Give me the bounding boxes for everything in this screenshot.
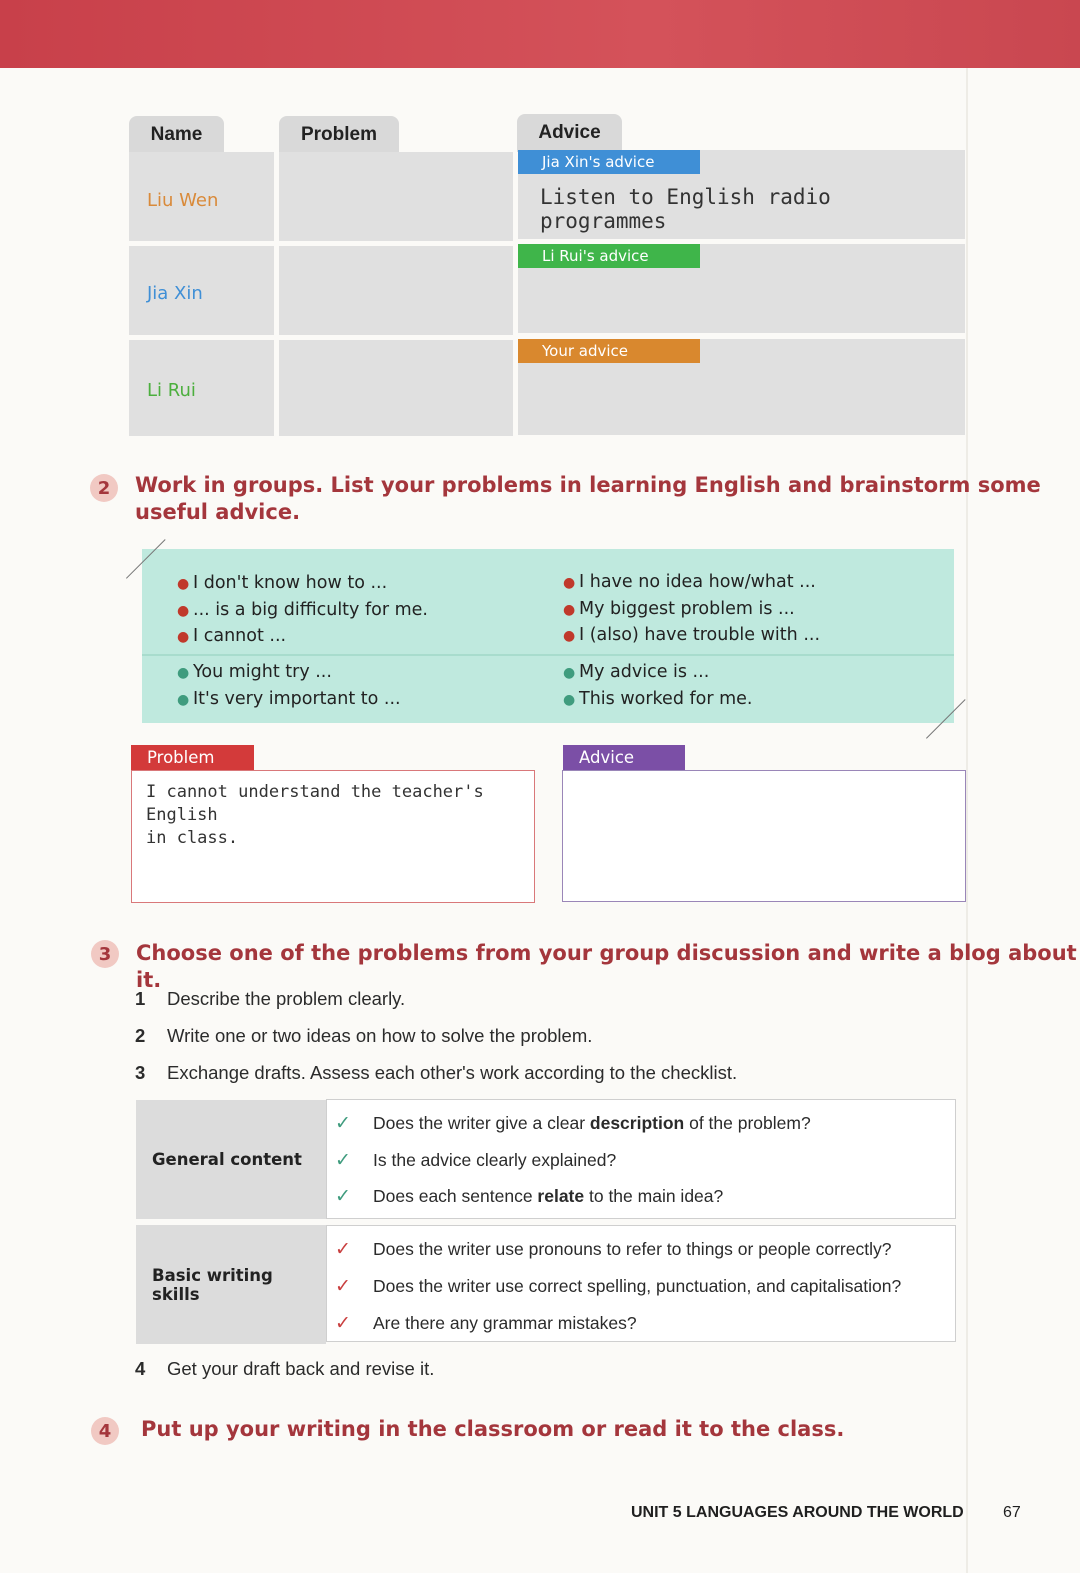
problem-cell-3[interactable]	[279, 340, 513, 436]
problem-phrases-right	[563, 569, 820, 649]
checklist-writing-skills-items	[326, 1225, 956, 1342]
advice-cell-3[interactable]	[518, 339, 965, 435]
activity-2-instruction	[135, 472, 1041, 526]
checklist-item: ✓ Does the writer use pronouns to refer to things or people correctly?	[335, 1239, 892, 1260]
page-number: 67	[1003, 1504, 1021, 1521]
checklist-item: ✓ Does each sentence relate to the main idea?	[335, 1186, 724, 1207]
phrase-item: ● ... is a big difficulty for me.	[177, 599, 428, 620]
checkmark-icon: ✓	[335, 1276, 351, 1297]
activity-number-badge: 2	[90, 474, 118, 502]
name-cell-3	[129, 340, 274, 436]
advice-label-tag: Jia Xin's advice	[518, 150, 700, 174]
advice-cell-2[interactable]	[518, 244, 965, 333]
phrase-item: ● You might try ...	[177, 662, 332, 682]
checkmark-icon: ✓	[335, 1313, 351, 1334]
checkmark-icon: ✓	[335, 1239, 351, 1260]
header-problem-tab: Problem	[279, 116, 399, 154]
instruction-line-1: Work in groups. List your problems in learning English and brainstorm some	[135, 473, 1041, 497]
header-advice-tab: Advice	[517, 114, 622, 152]
instruction-line-2: useful advice.	[135, 500, 301, 524]
phrase-item: ● I have no idea how/what ...	[563, 572, 816, 592]
handwritten-line: in class.	[146, 828, 239, 848]
checkmark-icon: ✓	[335, 1186, 351, 1207]
checklist-general-content-items	[326, 1099, 956, 1219]
checklist-category-general-content: General content	[136, 1100, 326, 1219]
checklist-item: ✓ Does the writer use correct spelling, punctuation, and capitalisation?	[335, 1276, 902, 1297]
advice-phrases-left	[177, 659, 401, 712]
problem-label-tab: Problem	[131, 745, 254, 771]
problem-phrases-left	[177, 570, 428, 650]
problem-cell-1[interactable]	[279, 152, 513, 241]
activity-4-instruction: Put up your writing in the classroom or read it to the class.	[141, 1417, 845, 1441]
advice-phrases-right	[563, 659, 753, 712]
name-cell-1	[129, 152, 274, 241]
activity-number-badge: 3	[91, 940, 119, 968]
problem-write-box[interactable]	[131, 770, 535, 903]
checkmark-icon: ✓	[335, 1150, 351, 1171]
activity-number-badge: 4	[91, 1417, 119, 1445]
header-name-tab: Name	[129, 116, 224, 154]
problem-cell-2[interactable]	[279, 246, 513, 335]
advice-label-tag: Your advice	[518, 339, 700, 363]
step-3: 3 Exchange drafts. Assess each other's work according to the checklist.	[135, 1062, 738, 1083]
checklist-item: ✓ Does the writer give a clear description of the problem?	[335, 1113, 811, 1134]
page-fold-shadow	[966, 68, 968, 1573]
handwritten-advice: Listen to English radio programmes	[540, 185, 831, 233]
phrase-item: ● This worked for me.	[563, 688, 753, 709]
checklist-item: ✓ Are there any grammar mistakes?	[335, 1313, 637, 1334]
checklist-item: ✓ Is the advice clearly explained?	[335, 1150, 617, 1171]
advice-label-tab: Advice	[563, 745, 685, 771]
phrase-item: ● My biggest problem is ...	[563, 598, 795, 619]
name-text: Jia Xin	[147, 283, 203, 304]
activity-3-instruction: Choose one of the problems from your group discussion and write a blog about it.	[136, 941, 1077, 992]
checkmark-icon: ✓	[335, 1113, 351, 1134]
phrase-item: ● I (also) have trouble with ...	[563, 625, 821, 645]
name-text: Liu Wen	[147, 190, 219, 211]
phrase-item: ● It's very important to ...	[177, 688, 401, 709]
step-1: 1 Describe the problem clearly.	[135, 988, 406, 1009]
phrase-item: ● I don't know how to ...	[177, 573, 388, 593]
handwritten-line: I cannot understand the teacher's English	[146, 782, 484, 825]
phrases-divider	[142, 654, 954, 656]
handwritten-problem	[146, 781, 534, 850]
checklist-category-basic-writing-skills: Basic writing skills	[136, 1225, 326, 1344]
name-text: Li Rui	[147, 380, 196, 401]
phrase-item: ● I cannot ...	[177, 626, 287, 646]
unit-footer: UNIT 5 LANGUAGES AROUND THE WORLD	[631, 1504, 964, 1521]
advice-write-box[interactable]	[562, 770, 966, 902]
step-4: 4 Get your draft back and revise it.	[135, 1358, 435, 1379]
name-cell-2	[129, 246, 274, 335]
top-color-band	[0, 0, 1080, 68]
advice-label-tag: Li Rui's advice	[518, 244, 700, 268]
step-2: 2 Write one or two ideas on how to solve the problem.	[135, 1025, 593, 1046]
phrase-item: ● My advice is ...	[563, 662, 710, 682]
advice-cell-1[interactable]	[518, 150, 965, 239]
